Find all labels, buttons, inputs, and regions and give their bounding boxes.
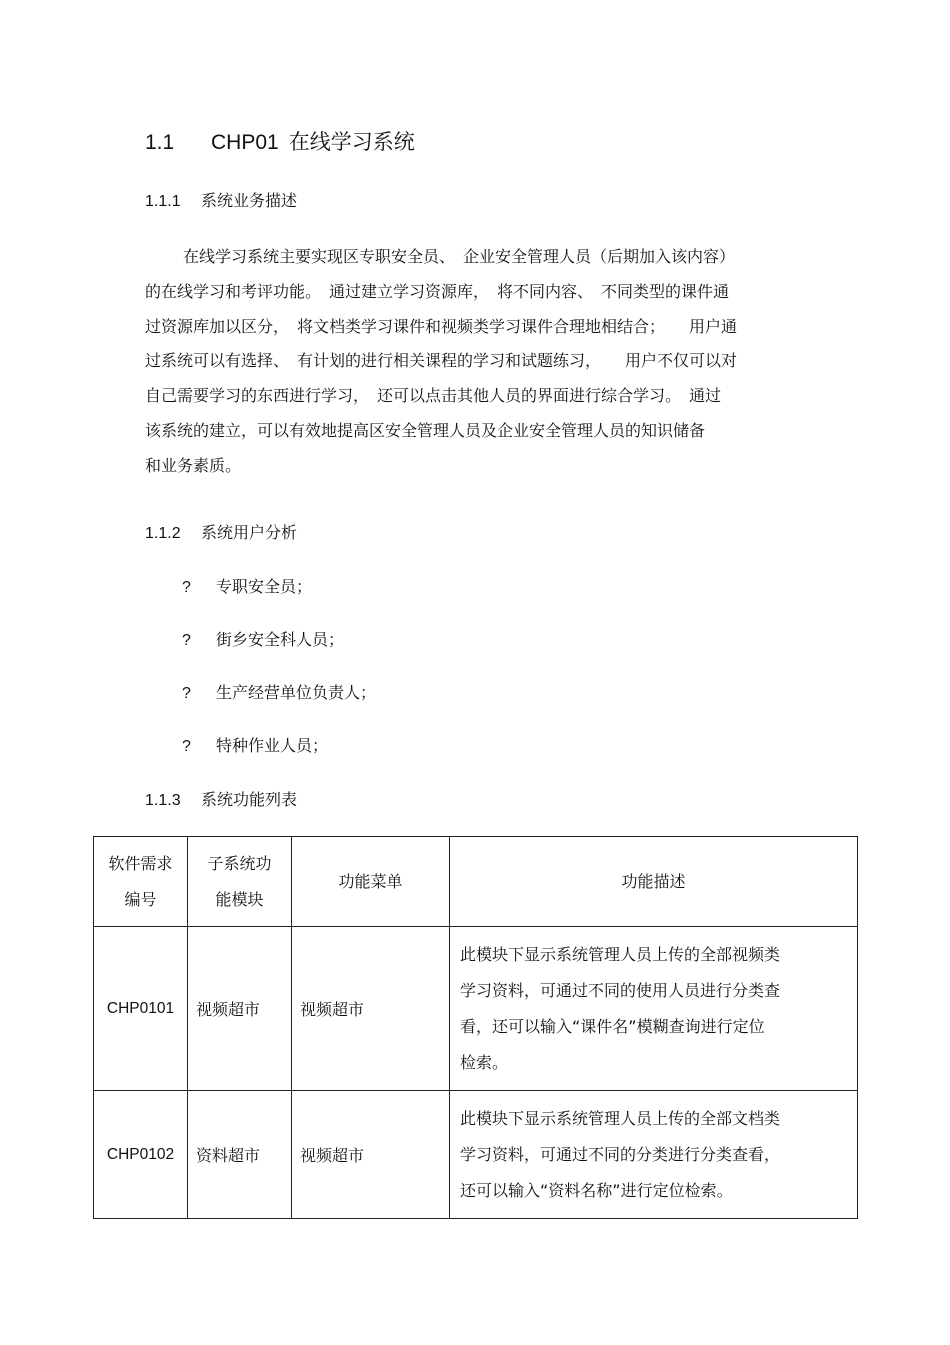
business-description-paragraph [145,240,810,484]
user-label: 专职安全员； [216,577,313,596]
description-line: 检索。 [460,1052,509,1072]
section-number: 1.1.3 [145,792,181,809]
description-line: 看，还可以输入“课件名”模糊查询进行定位 [460,1016,765,1036]
user-label: 特种作业人员； [216,736,329,755]
heading-1-1-3 [145,789,297,812]
description-line: 此模块下显示系统管理人员上传的全部视频类 [460,944,781,964]
paragraph-line: 的在线学习和考评功能。 通过建立学习资源库， 将不同内容、 不同类型的课件通 [145,281,730,301]
section-title: 系统业务描述 [201,191,298,210]
heading-1-1-1 [145,190,297,213]
paragraph-line: 该系统的建立，可以有效地提高区安全管理人员及企业安全管理人员的知识储备 [145,420,706,440]
bullet-mark: ? [182,738,191,755]
cell-description [450,927,858,1091]
cell-menu: 视频超市 [292,1091,450,1219]
heading-number: 1.1 [145,131,175,154]
header-req-no: 软件需求 编号 [94,837,188,927]
user-list-item [182,576,312,599]
cell-req-code: CHP0101 [94,927,188,1091]
header-menu: 功能菜单 [292,837,450,927]
description-line: 还可以输入“资料名称”进行定位检索。 [460,1180,733,1200]
description-line: 学习资料，可通过不同的分类进行分类查看， [460,1144,781,1164]
paragraph-line: 在线学习系统主要实现区专职安全员、 企业安全管理人员（后期加入该内容） [183,247,736,266]
description-line: 此模块下显示系统管理人员上传的全部文档类 [460,1108,781,1128]
heading-1-1 [145,128,415,157]
paragraph-line: 过系统可以有选择、 有计划的进行相关课程的学习和试题练习， 用户不仅可以对 [145,351,738,371]
cell-menu: 视频超市 [292,927,450,1091]
paragraph-line: 过资源库加以区分， 将文档类学习课件和视频类学习课件合理地相结合； 用户通 [145,316,738,336]
section-number: 1.1.2 [145,525,181,542]
table-row [94,1091,858,1219]
function-table [93,836,858,1219]
header-desc: 功能描述 [450,837,858,927]
section-title: 系统功能列表 [201,790,298,809]
user-label: 街乡安全科人员； [216,630,345,649]
user-list-item [182,682,376,705]
cell-module: 视频超市 [188,927,292,1091]
header-module: 子系统功 能模块 [188,837,292,927]
user-list-item [182,629,344,652]
user-list-item [182,735,328,758]
user-label: 生产经营单位负责人； [216,683,377,702]
cell-req-code: CHP0102 [94,1091,188,1219]
heading-code: CHP01 [211,131,279,154]
bullet-mark: ? [182,579,191,596]
table-header-row [94,837,858,927]
heading-1-1-2 [145,522,297,545]
cell-module: 资料超市 [188,1091,292,1219]
cell-description [450,1091,858,1219]
section-title: 系统用户分析 [201,523,298,542]
section-number: 1.1.1 [145,193,181,210]
table-row [94,927,858,1091]
description-line: 学习资料，可通过不同的使用人员进行分类查 [460,980,781,1000]
paragraph-line: 和业务素质。 [145,455,242,475]
bullet-mark: ? [182,685,191,702]
paragraph-line: 自己需要学习的东西进行学习， 还可以点击其他人员的界面进行综合学习。 通过 [145,386,722,406]
bullet-mark: ? [182,632,191,649]
heading-title: 在线学习系统 [288,130,415,154]
